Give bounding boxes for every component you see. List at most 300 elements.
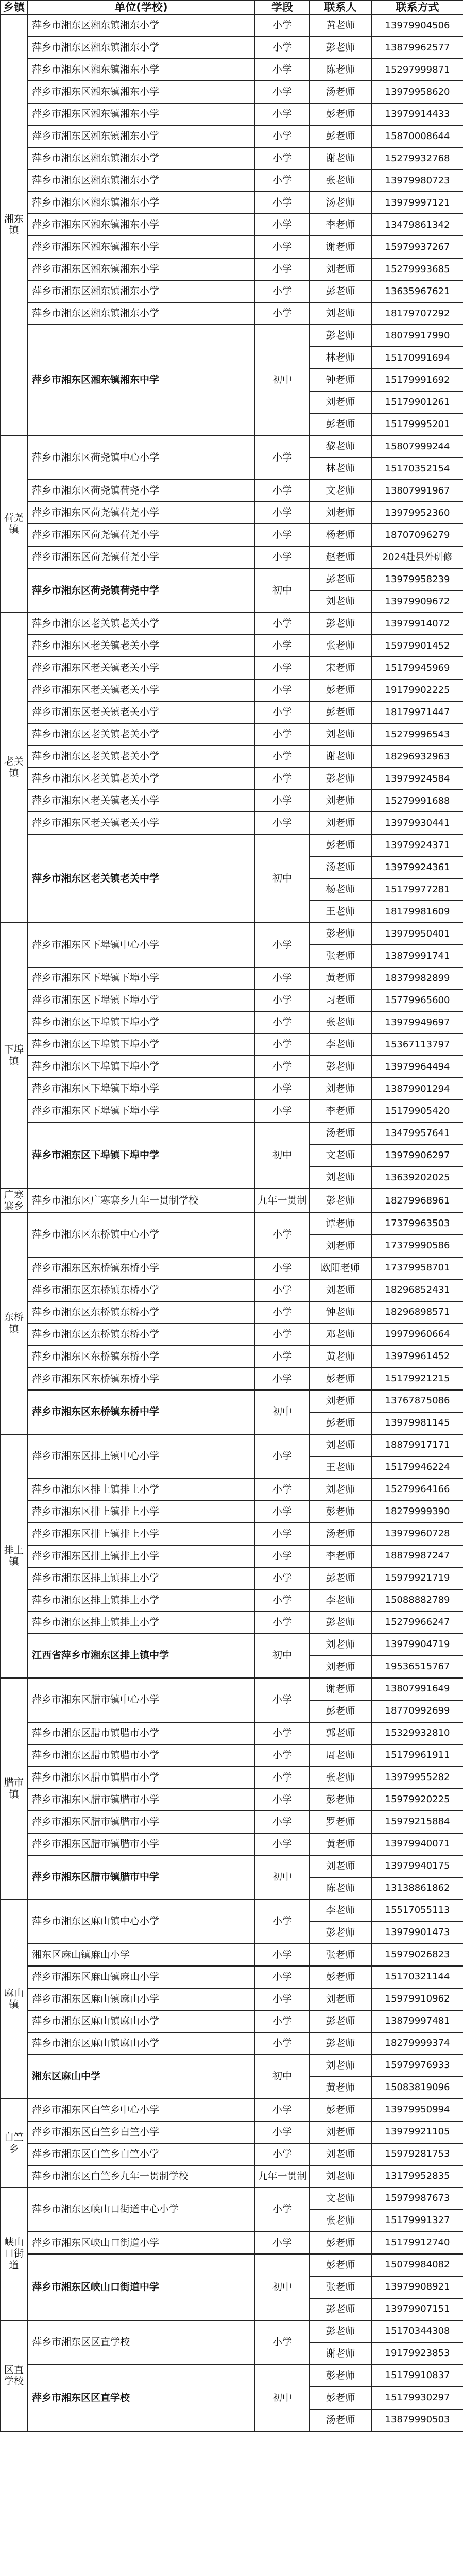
- table-row: [1, 2165, 463, 2188]
- phone-cell: 15279991688: [371, 790, 463, 812]
- contact-name-cell: 汤老师: [310, 192, 371, 214]
- table-row: [1, 1390, 463, 1412]
- school-name-cell: 萍乡市湘东区湘东镇湘东小学: [27, 81, 255, 103]
- contact-name-cell: 张老师: [310, 2276, 371, 2298]
- stage-cell: 小学: [255, 679, 310, 701]
- phone-cell: 15279964166: [371, 1479, 463, 1501]
- school-name-cell: 萍乡市湘东区东桥镇东桥小学: [27, 1279, 255, 1301]
- phone-cell: 15329932810: [371, 1722, 463, 1744]
- contact-name-cell: 李老师: [310, 1033, 371, 1056]
- school-name-cell: 萍乡市湘东区荷尧镇荷尧中学: [27, 568, 255, 613]
- contact-name-cell: 罗老师: [310, 1811, 371, 1833]
- school-name-cell: 萍乡市湘东区湘东镇湘东小学: [27, 280, 255, 302]
- phone-cell: 15367113797: [371, 1033, 463, 1056]
- contact-name-cell: 刘老师: [310, 1434, 371, 1456]
- stage-cell: 小学: [255, 14, 310, 37]
- contact-name-cell: 张老师: [310, 2210, 371, 2232]
- stage-cell: 小学: [255, 1612, 310, 1634]
- school-name-cell: 萍乡市湘东区老关镇老关小学: [27, 745, 255, 768]
- phone-cell: 15517055113: [371, 1900, 463, 1922]
- contact-name-cell: 刘老师: [310, 1078, 371, 1100]
- table-row: [1, 103, 463, 125]
- town-cell: 老关镇: [1, 613, 27, 923]
- school-name-cell: 萍乡市湘东区湘东镇湘东小学: [27, 192, 255, 214]
- table-row: [1, 768, 463, 790]
- phone-cell: 15807999244: [371, 435, 463, 457]
- stage-cell: 小学: [255, 967, 310, 989]
- phone-cell: 13979921105: [371, 2121, 463, 2143]
- phone-cell: 13979949697: [371, 1011, 463, 1033]
- contact-name-cell: 张老师: [310, 1767, 371, 1789]
- contact-name-cell: 张老师: [310, 1944, 371, 1966]
- contact-name-cell: 汤老师: [310, 1122, 371, 1144]
- contact-name-cell: 文老师: [310, 2188, 371, 2210]
- stage-cell: 小学: [255, 302, 310, 325]
- table-row: [1, 1767, 463, 1789]
- contact-name-cell: 彭老师: [310, 613, 371, 635]
- phone-cell: 13979940175: [371, 1855, 463, 1877]
- table-row: [1, 37, 463, 59]
- contact-name-cell: 黎老师: [310, 435, 371, 457]
- stage-cell: 小学: [255, 701, 310, 723]
- school-name-cell: 萍乡市湘东区老关镇老关小学: [27, 768, 255, 790]
- phone-cell: 13979904719: [371, 1634, 463, 1656]
- contact-name-cell: 刘老师: [310, 2055, 371, 2077]
- contact-name-cell: 彭老师: [310, 1056, 371, 1078]
- table-row: [1, 1122, 463, 1144]
- table-row: [1, 2365, 463, 2387]
- contact-name-cell: 彭老师: [310, 1189, 371, 1213]
- phone-cell: 17379958701: [371, 1257, 463, 1279]
- stage-cell: 九年一贯制: [255, 1189, 310, 1213]
- stage-cell: 小学: [255, 524, 310, 546]
- contact-name-cell: 彭老师: [310, 1567, 371, 1589]
- school-name-cell: 萍乡市湘东区老关镇老关小学: [27, 679, 255, 701]
- table-row: [1, 258, 463, 280]
- contact-name-cell: 陈老师: [310, 1877, 371, 1900]
- phone-cell: 13979980723: [371, 170, 463, 192]
- table-row: [1, 435, 463, 457]
- phone-cell: 13979924371: [371, 834, 463, 856]
- phone-cell: 15979901452: [371, 635, 463, 657]
- phone-cell: 13479957641: [371, 1122, 463, 1144]
- contact-name-cell: 刘老师: [310, 1279, 371, 1301]
- contact-name-cell: 彭老师: [310, 1368, 371, 1390]
- phone-cell: 18879917171: [371, 1434, 463, 1456]
- stage-cell: 小学: [255, 81, 310, 103]
- contact-name-cell: 林老师: [310, 347, 371, 369]
- stage-cell: 小学: [255, 170, 310, 192]
- school-name-cell: 萍乡市湘东区湘东镇湘东小学: [27, 170, 255, 192]
- stage-cell: 小学: [255, 1056, 310, 1078]
- stage-cell: 初中: [255, 1390, 310, 1434]
- stage-cell: 小学: [255, 745, 310, 768]
- table-row: [1, 1434, 463, 1456]
- town-cell: 下埠镇: [1, 923, 27, 1189]
- phone-cell: 15179901261: [371, 391, 463, 413]
- phone-cell: 15979920225: [371, 1789, 463, 1811]
- phone-cell: 13979909672: [371, 590, 463, 613]
- stage-cell: 小学: [255, 214, 310, 236]
- stage-cell: 小学: [255, 546, 310, 568]
- table-row: [1, 325, 463, 347]
- contact-name-cell: 刘老师: [310, 812, 371, 834]
- school-name-cell: 萍乡市湘东区白竺乡白竺小学: [27, 2121, 255, 2143]
- stage-cell: 小学: [255, 236, 310, 258]
- phone-cell: 15083819096: [371, 2077, 463, 2099]
- contact-name-cell: 黄老师: [310, 14, 371, 37]
- table-row: [1, 1545, 463, 1567]
- phone-cell: 15779965600: [371, 989, 463, 1011]
- school-name-cell: 萍乡市湘东区老关镇老关小学: [27, 812, 255, 834]
- school-name-cell: 萍乡市湘东区麻山镇麻山小学: [27, 2032, 255, 2055]
- phone-cell: 15979910962: [371, 1988, 463, 2010]
- contact-name-cell: 李老师: [310, 1545, 371, 1567]
- table-row: [1, 502, 463, 524]
- stage-cell: 小学: [255, 2188, 310, 2232]
- table-body: [1, 14, 463, 2431]
- stage-cell: 初中: [255, 1634, 310, 1678]
- contact-name-cell: 彭老师: [310, 37, 371, 59]
- header-stage: 学段: [255, 1, 310, 14]
- table-row: [1, 1100, 463, 1122]
- table-row: [1, 1279, 463, 1301]
- phone-cell: 15279996543: [371, 723, 463, 745]
- table-row: [1, 1567, 463, 1589]
- phone-cell: 15279993685: [371, 258, 463, 280]
- phone-cell: 18296898571: [371, 1301, 463, 1324]
- table-row: [1, 236, 463, 258]
- school-name-cell: 萍乡市湘东区麻山镇麻山小学: [27, 2010, 255, 2032]
- school-name-cell: 萍乡市湘东区东桥镇东桥小学: [27, 1257, 255, 1279]
- school-name-cell: 萍乡市湘东区老关镇老关小学: [27, 613, 255, 635]
- school-name-cell: 萍乡市湘东区下埠镇下埠小学: [27, 1056, 255, 1078]
- phone-cell: 13879991741: [371, 945, 463, 967]
- stage-cell: 小学: [255, 812, 310, 834]
- school-name-cell: 萍乡市湘东区下埠镇下埠中学: [27, 1122, 255, 1189]
- phone-cell: 15170321144: [371, 1966, 463, 1988]
- school-name-cell: 萍乡市湘东区荷尧镇荷尧小学: [27, 546, 255, 568]
- school-name-cell: 萍乡市湘东区腊市镇腊市小学: [27, 1833, 255, 1855]
- stage-cell: 初中: [255, 1855, 310, 1900]
- table-row: [1, 2010, 463, 2032]
- table-row: [1, 14, 463, 37]
- stage-cell: 小学: [255, 657, 310, 679]
- stage-cell: 小学: [255, 1213, 310, 1257]
- header-town: 乡镇: [1, 1, 27, 14]
- phone-cell: 15179961911: [371, 1744, 463, 1767]
- contact-name-cell: 谢老师: [310, 1678, 371, 1700]
- stage-cell: 小学: [255, 989, 310, 1011]
- contact-name-cell: 习老师: [310, 989, 371, 1011]
- school-name-cell: 江西省萍乡市湘东区排上镇中学: [27, 1634, 255, 1678]
- table-row: [1, 679, 463, 701]
- stage-cell: 小学: [255, 2099, 310, 2121]
- table-row: [1, 1213, 463, 1235]
- contact-name-cell: 杨老师: [310, 878, 371, 901]
- contact-name-cell: 黄老师: [310, 2077, 371, 2099]
- contact-name-cell: 汤老师: [310, 81, 371, 103]
- stage-cell: 小学: [255, 613, 310, 635]
- contact-name-cell: 彭老师: [310, 923, 371, 945]
- contact-name-cell: 刘老师: [310, 1235, 371, 1257]
- phone-cell: 13979952360: [371, 502, 463, 524]
- contact-name-cell: 彭老师: [310, 2010, 371, 2032]
- stage-cell: 小学: [255, 192, 310, 214]
- table-row: [1, 2099, 463, 2121]
- contact-name-cell: 王老师: [310, 1456, 371, 1479]
- stage-cell: 小学: [255, 435, 310, 480]
- town-cell: 峡山口街道: [1, 2188, 27, 2320]
- table-row: [1, 1789, 463, 1811]
- stage-cell: 初中: [255, 325, 310, 435]
- phone-cell: 13979901473: [371, 1922, 463, 1944]
- school-name-cell: 萍乡市湘东区峡山口街道中心小学: [27, 2188, 255, 2232]
- phone-cell: 15179946224: [371, 1456, 463, 1479]
- school-name-cell: 萍乡市湘东区排上镇排上小学: [27, 1545, 255, 1567]
- school-name-cell: 萍乡市湘东区湘东镇湘东小学: [27, 59, 255, 81]
- contact-name-cell: 邓老师: [310, 1324, 371, 1346]
- contact-name-cell: 周老师: [310, 1744, 371, 1767]
- phone-cell: 13639202025: [371, 1166, 463, 1189]
- header-contact: 联系人: [310, 1, 371, 14]
- school-name-cell: 萍乡市湘东区东桥镇东桥中学: [27, 1390, 255, 1434]
- phone-cell: 13979958620: [371, 81, 463, 103]
- phone-cell: 2024赴县外研修: [371, 546, 463, 568]
- phone-cell: 15179977281: [371, 878, 463, 901]
- phone-cell: 15170991694: [371, 347, 463, 369]
- contact-name-cell: 彭老师: [310, 2365, 371, 2387]
- contact-name-cell: 刘老师: [310, 1855, 371, 1877]
- table-row: [1, 1855, 463, 1877]
- contact-name-cell: 彭老师: [310, 1966, 371, 1988]
- phone-cell: 13979907151: [371, 2298, 463, 2320]
- table-row: [1, 834, 463, 856]
- phone-cell: 18179707292: [371, 302, 463, 325]
- table-row: [1, 59, 463, 81]
- school-name-cell: 萍乡市湘东区东桥镇中心小学: [27, 1213, 255, 1257]
- stage-cell: 小学: [255, 1033, 310, 1056]
- contact-name-cell: 彭老师: [310, 1501, 371, 1523]
- contact-name-cell: 彭老师: [310, 1922, 371, 1944]
- stage-cell: 小学: [255, 1744, 310, 1767]
- contact-name-cell: 李老师: [310, 214, 371, 236]
- contact-name-cell: 汤老师: [310, 856, 371, 878]
- stage-cell: 初中: [255, 2365, 310, 2431]
- phone-cell: 15179910837: [371, 2365, 463, 2387]
- school-name-cell: 萍乡市湘东区湘东镇湘东小学: [27, 258, 255, 280]
- school-name-cell: 萍乡市湘东区东桥镇东桥小学: [27, 1368, 255, 1390]
- phone-cell: 13879901294: [371, 1078, 463, 1100]
- town-cell: 区直学校: [1, 2320, 27, 2431]
- contact-name-cell: 彭老师: [310, 1612, 371, 1634]
- contact-name-cell: 刘老师: [310, 1166, 371, 1189]
- phone-cell: 13807991967: [371, 480, 463, 502]
- school-name-cell: 萍乡市湘东区白竺乡九年一贯制学校: [27, 2165, 255, 2188]
- stage-cell: 小学: [255, 790, 310, 812]
- phone-cell: 15179991692: [371, 369, 463, 391]
- stage-cell: 初中: [255, 2055, 310, 2099]
- contact-name-cell: 彭老师: [310, 2298, 371, 2320]
- contact-name-cell: 彭老师: [310, 2387, 371, 2409]
- contact-name-cell: 文老师: [310, 480, 371, 502]
- stage-cell: 小学: [255, 258, 310, 280]
- table-row: [1, 568, 463, 590]
- school-name-cell: 萍乡市湘东区老关镇老关小学: [27, 657, 255, 679]
- contact-name-cell: 刘老师: [310, 1390, 371, 1412]
- contact-name-cell: 刘老师: [310, 1656, 371, 1678]
- contact-name-cell: 钟老师: [310, 1301, 371, 1324]
- phone-cell: 15979987673: [371, 2188, 463, 2210]
- stage-cell: 小学: [255, 1589, 310, 1612]
- table-row: [1, 147, 463, 170]
- phone-cell: 13979958239: [371, 568, 463, 590]
- school-name-cell: 湘东区麻山中学: [27, 2055, 255, 2099]
- school-name-cell: 萍乡市湘东区下埠镇下埠小学: [27, 989, 255, 1011]
- school-name-cell: 萍乡市湘东区麻山镇麻山小学: [27, 1966, 255, 1988]
- table-row: [1, 2188, 463, 2210]
- stage-cell: 小学: [255, 1279, 310, 1301]
- stage-cell: 小学: [255, 2032, 310, 2055]
- stage-cell: 小学: [255, 923, 310, 967]
- phone-cell: 18179971447: [371, 701, 463, 723]
- stage-cell: 小学: [255, 59, 310, 81]
- phone-cell: 13979924584: [371, 768, 463, 790]
- table-row: [1, 1189, 463, 1213]
- school-name-cell: 萍乡市湘东区老关镇老关中学: [27, 834, 255, 923]
- table-row: [1, 1257, 463, 1279]
- stage-cell: 小学: [255, 2121, 310, 2143]
- phone-cell: 13979964494: [371, 1056, 463, 1078]
- contact-name-cell: 彭老师: [310, 413, 371, 435]
- stage-cell: 小学: [255, 1811, 310, 1833]
- contact-name-cell: 黄老师: [310, 1346, 371, 1368]
- school-name-cell: 萍乡市湘东区麻山镇麻山小学: [27, 1988, 255, 2010]
- table-row: [1, 745, 463, 768]
- header-unit: 单位(学校): [27, 1, 255, 14]
- phone-cell: 15079984082: [371, 2254, 463, 2276]
- school-name-cell: 萍乡市湘东区东桥镇东桥小学: [27, 1324, 255, 1346]
- table-row: [1, 1900, 463, 1922]
- contact-name-cell: 彭老师: [310, 280, 371, 302]
- phone-cell: 15179995201: [371, 413, 463, 435]
- contact-name-cell: 刘老师: [310, 502, 371, 524]
- school-name-cell: 萍乡市湘东区峡山口街道小学: [27, 2232, 255, 2254]
- contact-name-cell: 谢老师: [310, 236, 371, 258]
- phone-cell: 15179905420: [371, 1100, 463, 1122]
- table-row: [1, 1301, 463, 1324]
- school-name-cell: 萍乡市湘东区荷尧镇荷尧小学: [27, 502, 255, 524]
- school-name-cell: 萍乡市湘东区下埠镇中心小学: [27, 923, 255, 967]
- contact-name-cell: 李老师: [310, 1900, 371, 1922]
- phone-cell: 18770992699: [371, 1700, 463, 1722]
- phone-cell: 15870008644: [371, 125, 463, 147]
- contact-name-cell: 彭老师: [310, 1412, 371, 1434]
- contact-name-cell: 彭老师: [310, 701, 371, 723]
- phone-cell: 13979981145: [371, 1412, 463, 1434]
- town-cell: 腊市镇: [1, 1678, 27, 1900]
- table-row: [1, 125, 463, 147]
- contact-name-cell: 彭老师: [310, 2254, 371, 2276]
- contact-name-cell: 彭老师: [310, 679, 371, 701]
- phone-cell: 15979215884: [371, 1811, 463, 1833]
- phone-cell: 13979955282: [371, 1767, 463, 1789]
- phone-cell: 13979960728: [371, 1523, 463, 1545]
- contact-name-cell: 刘老师: [310, 2143, 371, 2165]
- table-row: [1, 1811, 463, 1833]
- stage-cell: 小学: [255, 1789, 310, 1811]
- table-row: [1, 524, 463, 546]
- contact-name-cell: 彭老师: [310, 2320, 371, 2343]
- contact-name-cell: 谢老师: [310, 745, 371, 768]
- phone-cell: 19979960664: [371, 1324, 463, 1346]
- contact-name-cell: 谢老师: [310, 2343, 371, 2365]
- stage-cell: 小学: [255, 1324, 310, 1346]
- phone-cell: 13979950994: [371, 2099, 463, 2121]
- town-cell: 东桥镇: [1, 1213, 27, 1434]
- contact-name-cell: 彭老师: [310, 568, 371, 590]
- phone-cell: 18296932963: [371, 745, 463, 768]
- phone-cell: 13979950401: [371, 923, 463, 945]
- school-name-cell: 萍乡市湘东区麻山镇中心小学: [27, 1900, 255, 1944]
- phone-cell: 18279968961: [371, 1189, 463, 1213]
- stage-cell: 小学: [255, 2010, 310, 2032]
- contact-name-cell: 张老师: [310, 170, 371, 192]
- contact-name-cell: 彭老师: [310, 2032, 371, 2055]
- school-name-cell: 萍乡市湘东区排上镇排上小学: [27, 1501, 255, 1523]
- school-name-cell: 萍乡市湘东区老关镇老关小学: [27, 701, 255, 723]
- school-name-cell: 萍乡市湘东区腊市镇腊市中学: [27, 1855, 255, 1900]
- stage-cell: 小学: [255, 1678, 310, 1722]
- school-name-cell: 萍乡市湘东区区直学校: [27, 2365, 255, 2431]
- table-row: [1, 1078, 463, 1100]
- contact-name-cell: 汤老师: [310, 1523, 371, 1545]
- phone-cell: 18279999390: [371, 1501, 463, 1523]
- table-row: [1, 1011, 463, 1033]
- table-row: [1, 1523, 463, 1545]
- phone-cell: 13767875086: [371, 1390, 463, 1412]
- table-row: [1, 923, 463, 945]
- town-cell: 荷尧镇: [1, 435, 27, 613]
- stage-cell: 初中: [255, 568, 310, 613]
- school-name-cell: 萍乡市湘东区湘东镇湘东小学: [27, 147, 255, 170]
- header-row: [1, 1, 463, 14]
- stage-cell: 小学: [255, 2143, 310, 2165]
- school-name-cell: 萍乡市湘东区腊市镇腊市小学: [27, 1767, 255, 1789]
- school-name-cell: 萍乡市湘东区排上镇排上小学: [27, 1612, 255, 1634]
- stage-cell: 小学: [255, 1011, 310, 1033]
- phone-cell: 13635967621: [371, 280, 463, 302]
- contact-name-cell: 谢老师: [310, 147, 371, 170]
- contact-name-cell: 张老师: [310, 635, 371, 657]
- stage-cell: 小学: [255, 635, 310, 657]
- school-name-cell: 萍乡市湘东区湘东镇湘东小学: [27, 236, 255, 258]
- table-row: [1, 1833, 463, 1855]
- phone-cell: 15979976933: [371, 2055, 463, 2077]
- phone-cell: 19536515767: [371, 1656, 463, 1678]
- school-name-cell: 萍乡市湘东区湘东镇湘东小学: [27, 214, 255, 236]
- school-name-cell: 萍乡市湘东区下埠镇下埠小学: [27, 1011, 255, 1033]
- stage-cell: 初中: [255, 1122, 310, 1189]
- phone-cell: 18379982899: [371, 967, 463, 989]
- school-name-cell: 萍乡市湘东区白竺乡中心小学: [27, 2099, 255, 2121]
- town-cell: 湘东镇: [1, 14, 27, 435]
- school-name-cell: 萍乡市湘东区排上镇排上小学: [27, 1523, 255, 1545]
- table-row: [1, 480, 463, 502]
- contact-name-cell: 文老师: [310, 1144, 371, 1166]
- stage-cell: 初中: [255, 2254, 310, 2320]
- table-row: [1, 967, 463, 989]
